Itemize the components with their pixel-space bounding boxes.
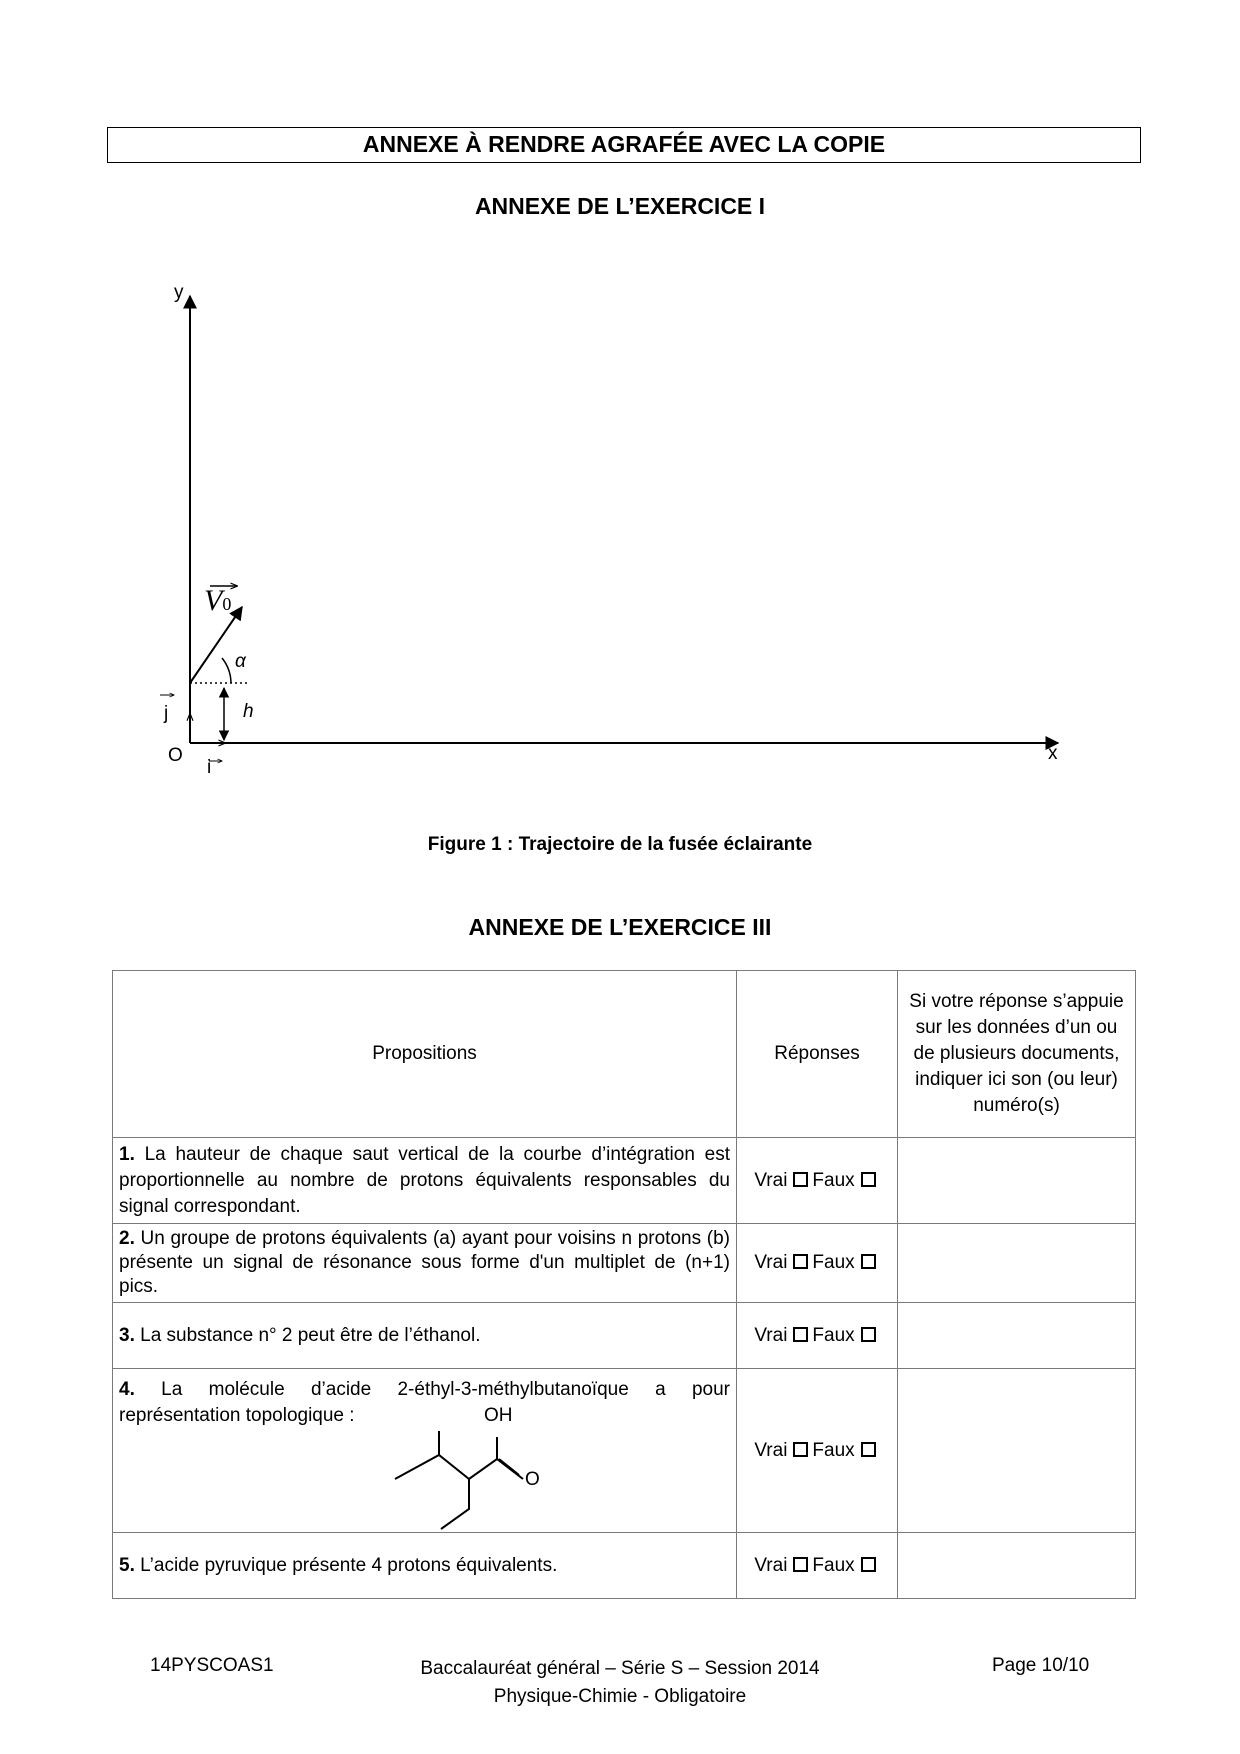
answers-table <box>112 970 1136 1599</box>
document-number-cell[interactable] <box>898 1533 1136 1599</box>
header-documents: Si votre réponse s’appuie sur les données d’un ou de plusieurs documents, indiquer ici son (ou leur) numéro(s) <box>898 971 1136 1138</box>
document-number-cell[interactable] <box>898 1369 1136 1533</box>
table-row: 3. La substance n° 2 peut être de l’éthanol. Vrai Faux <box>113 1303 1136 1369</box>
exercise-1-title: ANNEXE DE L’EXERCICE I <box>474 193 766 219</box>
trajectory-figure <box>0 270 1240 790</box>
j-label: j <box>164 703 169 724</box>
document-number-cell[interactable] <box>898 1224 1136 1303</box>
vrai-checkbox[interactable] <box>793 1172 808 1187</box>
document-number-cell[interactable] <box>898 1303 1136 1369</box>
figure-caption: Figure 1 : Trajectoire de la fusée éclairante <box>427 834 813 855</box>
o-label: O <box>525 1469 540 1490</box>
document-number-cell[interactable] <box>898 1138 1136 1224</box>
vrai-checkbox[interactable] <box>793 1327 808 1342</box>
vrai-checkbox[interactable] <box>793 1254 808 1269</box>
table-header-row <box>113 971 1136 1138</box>
table-row: 1. La hauteur de chaque saut vertical de la courbe d’intégration est proportionnelle au nombre de protons équivalents responsables du signal correspondant. Vrai Faux <box>113 1138 1136 1224</box>
table-row: 4. La molécule d’acide 2-éthyl-3-méthylbutanoïque a pour représentation topologique : OH O Vrai Faux <box>113 1369 1136 1533</box>
footer-page: Page 10/10 <box>992 1655 1090 1676</box>
alpha-arc <box>222 658 231 683</box>
x-axis-label: x <box>1048 743 1058 764</box>
vrai-checkbox[interactable] <box>793 1557 808 1572</box>
v0-label: V0 <box>204 584 232 617</box>
origin-label: O <box>168 745 183 766</box>
faux-checkbox[interactable] <box>861 1327 876 1342</box>
footer-code: 14PYSCOAS1 <box>150 1655 274 1676</box>
oh-label: OH <box>484 1405 513 1426</box>
table-row: 2. Un groupe de protons équivalents (a) ayant pour voisins n protons (b) présente un signal de résonance sous forme d'un multiplet de (n+1) pics. Vrai Faux <box>113 1224 1136 1303</box>
i-label: i <box>207 757 212 778</box>
faux-checkbox[interactable] <box>861 1442 876 1457</box>
table-row: 5. L’acide pyruvique présente 4 protons équivalents. Vrai Faux <box>113 1533 1136 1599</box>
annex-banner: ANNEXE À RENDRE AGRAFÉE AVEC LA COPIE <box>107 127 1141 163</box>
exercise-3-title: ANNEXE DE L’EXERCICE III <box>468 914 772 940</box>
vrai-checkbox[interactable] <box>793 1442 808 1457</box>
y-axis-label: y <box>174 282 184 303</box>
faux-checkbox[interactable] <box>861 1557 876 1572</box>
alpha-label: α <box>235 651 246 672</box>
header-reponses: Réponses <box>737 971 898 1138</box>
header-propositions: Propositions <box>113 971 737 1138</box>
molecule-drawing <box>389 1429 589 1539</box>
faux-checkbox[interactable] <box>861 1254 876 1269</box>
faux-checkbox[interactable] <box>861 1172 876 1187</box>
h-label: h <box>243 701 254 722</box>
footer-exam: Baccalauréat général – Série S – Session 2014 Physique-Chimie - Obligatoire <box>420 1658 820 1707</box>
